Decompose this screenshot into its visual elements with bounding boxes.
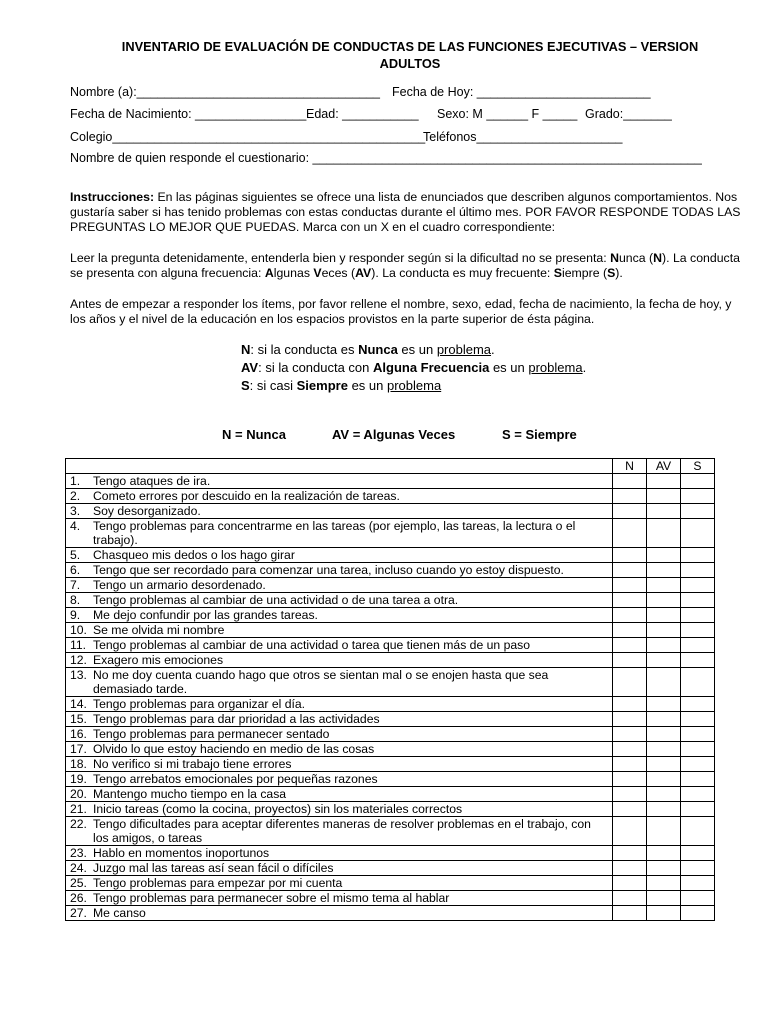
checkbox-av[interactable] [647,712,681,727]
checkbox-s[interactable] [681,876,715,891]
checkbox-s[interactable] [681,772,715,787]
item-cell [66,876,613,891]
title-line-2: ADULTOS [379,56,441,71]
item-number: 10. [70,623,87,637]
checkbox-av[interactable] [647,876,681,891]
item [70,548,609,562]
table-row [66,757,715,772]
legend-code: AV [241,360,259,375]
item-text: Tengo problemas para empezar por mi cuenta [93,876,343,890]
item-cell [66,757,613,772]
checkbox-n[interactable] [613,504,647,519]
responde-field[interactable]: Nombre de quien responde el cuestionario: ________________________________________________________ [70,151,702,165]
checkbox-av[interactable] [647,519,681,548]
instructions-text-1: En las páginas siguientes se ofrece una lista de enunciados que describen algunos comportamientos. Nos gustaría saber si has tenido problemas con estas conductas durante el último mes. POR FAVOR RESPONDE TODAS LAS PREGUNTAS LO MEJOR QUE PUEDAS. Marca con un X en el cuadro correspondiente: [70,190,741,234]
checkbox-av[interactable] [647,563,681,578]
checkbox-s[interactable] [681,593,715,608]
item [70,876,609,890]
checkbox-n[interactable] [613,861,647,876]
instr2-bold-v: V [313,266,322,280]
item-number: 22. [70,817,87,831]
checkbox-n[interactable] [613,474,647,489]
item-number: 3. [70,504,81,518]
table-row [66,727,715,742]
table-header-row [66,459,715,474]
instr2-bold-s: S [553,266,562,280]
legend-bold: Nunca [358,342,398,357]
legend-pre: : si la conducta con [258,360,374,375]
checkbox-s[interactable] [681,861,715,876]
key-algunas-veces: AV = Algunas Veces [332,427,456,442]
item-cell [66,742,613,757]
item-cell [66,563,613,578]
form-row-responde [70,151,702,165]
checkbox-av[interactable] [647,593,681,608]
item-number: 20. [70,787,87,801]
form-row-nacimiento [70,107,672,121]
instr2-bold-n: N [610,251,619,265]
checkbox-av[interactable] [647,638,681,653]
item-text: Inicio tareas (como la cocina, proyectos) sin los materiales correctos [93,802,463,816]
table-row [66,638,715,653]
checkbox-n[interactable] [613,787,647,802]
sexo-field[interactable]: Sexo: M ______ F _____ [437,107,578,121]
item-cell [66,802,613,817]
title-line-1: INVENTARIO DE EVALUACIÓN DE CONDUCTAS DE LAS FUNCIONES EJECUTIVAS – VERSION [121,39,699,54]
instr2-e: eces ( [321,266,356,280]
item-number: 9. [70,608,81,622]
item-number: 17. [70,742,87,756]
form-row-colegio [70,130,623,144]
item-cell [66,891,613,906]
item-text: Hablo en momentos inoportunos [93,846,270,860]
table-row [66,578,715,593]
checkbox-n[interactable] [613,712,647,727]
item [70,474,609,488]
item-cell [66,623,613,638]
checkbox-s[interactable] [681,697,715,712]
item [70,489,609,503]
item [70,623,609,637]
document-title [60,38,760,72]
legend-underline: problema [436,342,492,357]
item-number: 7. [70,578,81,592]
item [70,727,609,741]
checkbox-av[interactable] [647,668,681,697]
checkbox-s[interactable] [681,668,715,697]
legend-pre: : si la conducta es [250,342,359,357]
item-text: Exagero mis emociones [93,653,224,667]
checkbox-s[interactable] [681,727,715,742]
checkbox-av[interactable] [647,474,681,489]
item-text: Tengo problemas para dar prioridad a las actividades [93,712,380,726]
item [70,817,609,845]
item-text: Mantengo mucho tiempo en la casa [93,787,287,801]
checkbox-n[interactable] [613,891,647,906]
instr2-d: lgunas [273,266,314,280]
checkbox-av[interactable] [647,608,681,623]
item-cell [66,861,613,876]
instr2-g: iempre ( [561,266,608,280]
item [70,638,609,652]
checkbox-s[interactable] [681,653,715,668]
nombre-field[interactable]: Nombre (a):___________________________________ [70,85,380,99]
checkbox-n[interactable] [613,742,647,757]
checkbox-av[interactable] [647,772,681,787]
item-text: Tengo arrebatos emocionales por pequeñas razones [93,772,378,786]
grado-field[interactable]: Grado:_______ [585,107,672,121]
legend-item-av [241,359,586,377]
item [70,742,609,756]
key-siempre: S = Siempre [502,427,577,442]
checkbox-s[interactable] [681,608,715,623]
item [70,846,609,860]
item [70,578,609,592]
item-number: 26. [70,891,87,905]
checkbox-av[interactable] [647,697,681,712]
telefonos-field[interactable]: Teléfonos_____________________ [423,130,623,144]
item-number: 1. [70,474,81,488]
checkbox-s[interactable] [681,846,715,861]
item [70,668,609,696]
item-cell [66,638,613,653]
checkbox-s[interactable] [681,578,715,593]
item-number: 24. [70,861,87,875]
table-row [66,817,715,846]
legend-post: es un [347,378,387,393]
checkbox-s[interactable] [681,802,715,817]
item [70,757,609,771]
table-row [66,787,715,802]
checkbox-n[interactable] [613,608,647,623]
table-row [66,876,715,891]
item-number: 2. [70,489,81,503]
checkbox-av[interactable] [647,504,681,519]
checkbox-av[interactable] [647,742,681,757]
instr2-c: ). La conducta se presenta con alguna frecuencia: [70,251,740,280]
legend-item-s [241,377,586,395]
instr2-bold-n2: N [653,251,663,265]
item-cell [66,906,613,921]
legend-underline: problema [386,378,442,393]
checkbox-n[interactable] [613,846,647,861]
checkbox-av[interactable] [647,787,681,802]
instr2-f: ). La conducta es muy frecuente: [371,266,554,280]
checkbox-s[interactable] [681,817,715,846]
item-number: 23. [70,846,87,860]
item-text: No me doy cuenta cuando hago que otros se sientan mal o se enojen hasta que sea demasiado tarde. [93,668,549,696]
legend [241,341,586,395]
item-number: 15. [70,712,87,726]
checkbox-s[interactable] [681,891,715,906]
header-s: S [681,459,715,474]
table-row [66,668,715,697]
checkbox-n[interactable] [613,548,647,563]
instr2-a: Leer la pregunta detenidamente, entenderla bien y responder según si la dificultad no se presenta: [70,251,611,265]
table-row [66,608,715,623]
instr2-bold-av: AV [355,266,372,280]
checkbox-n[interactable] [613,727,647,742]
item-text: Me canso [93,906,146,920]
item-text: Chasqueo mis dedos o los hago girar [93,548,295,562]
item [70,712,609,726]
item-number: 25. [70,876,87,890]
legend-item-n [241,341,586,359]
legend-post: es un [397,342,437,357]
checkbox-n[interactable] [613,802,647,817]
table-row [66,563,715,578]
checkbox-s[interactable] [681,742,715,757]
checkbox-s[interactable] [681,489,715,504]
item-text: Tengo problemas para permanecer sentado [93,727,330,741]
item-number: 21. [70,802,87,816]
item-number: 18. [70,757,87,771]
checkbox-n[interactable] [613,563,647,578]
item-number: 5. [70,548,81,562]
table-row [66,802,715,817]
item-text: Tengo dificultades para aceptar diferentes maneras de resolver problemas en el trabajo, con los amigos, o tareas [93,817,591,845]
checkbox-av[interactable] [647,861,681,876]
item-number: 14. [70,697,87,711]
item-number: 19. [70,772,87,786]
checkbox-n[interactable] [613,489,647,504]
instr2-bold-s2: S [607,266,616,280]
table-row [66,712,715,727]
item-text: Tengo problemas para organizar el día. [93,697,306,711]
checkbox-s[interactable] [681,757,715,772]
table-row [66,593,715,608]
item-number: 11. [70,638,87,652]
item-number: 13. [70,668,87,682]
checkbox-av[interactable] [647,653,681,668]
checkbox-av[interactable] [647,489,681,504]
checkbox-s[interactable] [681,548,715,563]
checkbox-av[interactable] [647,817,681,846]
header-av: AV [647,459,681,474]
instr2-h: ). [615,266,623,280]
item-cell [66,653,613,668]
item [70,787,609,801]
checkbox-n[interactable] [613,817,647,846]
legend-end: . [491,342,495,357]
item-cell [66,519,613,548]
item-text: Tengo ataques de ira. [93,474,211,488]
item-text: Tengo un armario desordenado. [93,578,266,592]
table-row [66,861,715,876]
checkbox-s[interactable] [681,519,715,548]
table-row [66,474,715,489]
item-cell [66,578,613,593]
item [70,772,609,786]
checkbox-n[interactable] [613,876,647,891]
checkbox-av[interactable] [647,727,681,742]
checkbox-av[interactable] [647,578,681,593]
item [70,608,609,622]
item-cell [66,489,613,504]
table-row [66,653,715,668]
checkbox-n[interactable] [613,519,647,548]
item-text: Me dejo confundir por las grandes tareas. [93,608,318,622]
item [70,563,609,577]
fecha-hoy-field[interactable]: Fecha de Hoy: _________________________ [392,85,651,99]
checkbox-n[interactable] [613,638,647,653]
questionnaire-table [65,458,715,921]
checkbox-n[interactable] [613,697,647,712]
checkbox-av[interactable] [647,548,681,563]
instructions-label: Instrucciones: [70,190,155,204]
item-cell [66,772,613,787]
colegio-field[interactable]: Colegio_____________________________________________ [70,130,426,144]
item [70,802,609,816]
fecha-nacimiento-field[interactable]: Fecha de Nacimiento: ________________ [70,107,307,121]
item-cell [66,817,613,846]
instructions-paragraph-3: Antes de empezar a responder los ítems, por favor rellene el nombre, sexo, edad, fecha de nacimiento, la fecha de hoy, y los años y el nivel de la educación en los espacios provistos en la parte superior de ésta página. [70,297,732,326]
table-row [66,906,715,921]
edad-field[interactable]: Edad: ___________ [306,107,419,121]
item-cell [66,504,613,519]
item-number: 4. [70,519,81,533]
item [70,891,609,905]
item [70,697,609,711]
item [70,504,609,518]
item-cell [66,846,613,861]
checkbox-n[interactable] [613,593,647,608]
table-row [66,846,715,861]
table-row [66,697,715,712]
checkbox-n[interactable] [613,578,647,593]
item-cell [66,787,613,802]
legend-underline: problema [528,360,583,375]
item-text: Cometo errores por descuido en la realización de tareas. [93,489,400,503]
item-text: Se me olvida mi nombre [93,623,225,637]
item-text: Olvido lo que estoy haciendo en medio de las cosas [93,742,375,756]
table-row [66,623,715,638]
header-n: N [613,459,647,474]
checkbox-n[interactable] [613,668,647,697]
checkbox-n[interactable] [613,906,647,921]
checkbox-n[interactable] [613,772,647,787]
checkbox-s[interactable] [681,712,715,727]
checkbox-av[interactable] [647,802,681,817]
checkbox-s[interactable] [681,623,715,638]
item-cell [66,593,613,608]
legend-end: . [582,360,587,375]
item-number: 6. [70,563,81,577]
legend-bold: Alguna Frecuencia [373,360,490,375]
legend-pre: : si casi [249,378,297,393]
legend-post: es un [489,360,529,375]
instructions-paragraph-1 [70,190,750,235]
table-row [66,548,715,563]
item-number: 12. [70,653,87,667]
checkbox-s[interactable] [681,906,715,921]
checkbox-n[interactable] [613,757,647,772]
item-cell [66,697,613,712]
table-row [66,489,715,504]
item-cell [66,474,613,489]
item-cell [66,608,613,623]
table-row [66,504,715,519]
table-row [66,519,715,548]
item [70,519,609,547]
checkbox-n[interactable] [613,623,647,638]
item [70,593,609,607]
checkbox-av[interactable] [647,623,681,638]
item-cell [66,712,613,727]
item-number: 16. [70,727,87,741]
checkbox-s[interactable] [681,504,715,519]
item-cell [66,727,613,742]
key-nunca: N = Nunca [222,427,286,442]
item-text: Tengo problemas para permanecer sobre el mismo tema al hablar [93,891,450,905]
item-number: 27. [70,906,87,920]
item [70,906,609,920]
form-row-nombre [70,85,651,99]
checkbox-av[interactable] [647,757,681,772]
checkbox-av[interactable] [647,846,681,861]
checkbox-av[interactable] [647,891,681,906]
legend-bold: Siempre [296,378,348,393]
item-text: Tengo que ser recordado para comenzar una tarea, incluso cuando yo estoy dispuesto. [93,563,564,577]
table-row [66,891,715,906]
item-text: No verifico si mi trabajo tiene errores [93,757,292,771]
checkbox-av[interactable] [647,906,681,921]
checkbox-n[interactable] [613,653,647,668]
item-text: Tengo problemas al cambiar de una actividad o de una tarea a otra. [93,593,459,607]
checkbox-s[interactable] [681,563,715,578]
item-number: 8. [70,593,81,607]
checkbox-s[interactable] [681,638,715,653]
item-text: Juzgo mal las tareas así sean fácil o difíciles [93,861,334,875]
instr2-bold-a: A [264,266,274,280]
instructions-paragraph-2 [70,251,750,281]
table-row [66,742,715,757]
table-row [66,772,715,787]
item [70,861,609,875]
legend-code: S [241,378,250,393]
item-text: Tengo problemas para concentrarme en las tareas (por ejemplo, las tareas, la lectura o el trabajo). [93,519,576,547]
item-text: Tengo problemas al cambiar de una actividad o tarea que tienen más de un paso [93,638,530,652]
item [70,653,609,667]
item-text: Soy desorganizado. [93,504,201,518]
item-cell [66,548,613,563]
checkbox-s[interactable] [681,474,715,489]
legend-code: N [241,342,251,357]
instr2-b: unca ( [618,251,654,265]
checkbox-s[interactable] [681,787,715,802]
header-empty [66,459,613,474]
item-cell [66,668,613,697]
